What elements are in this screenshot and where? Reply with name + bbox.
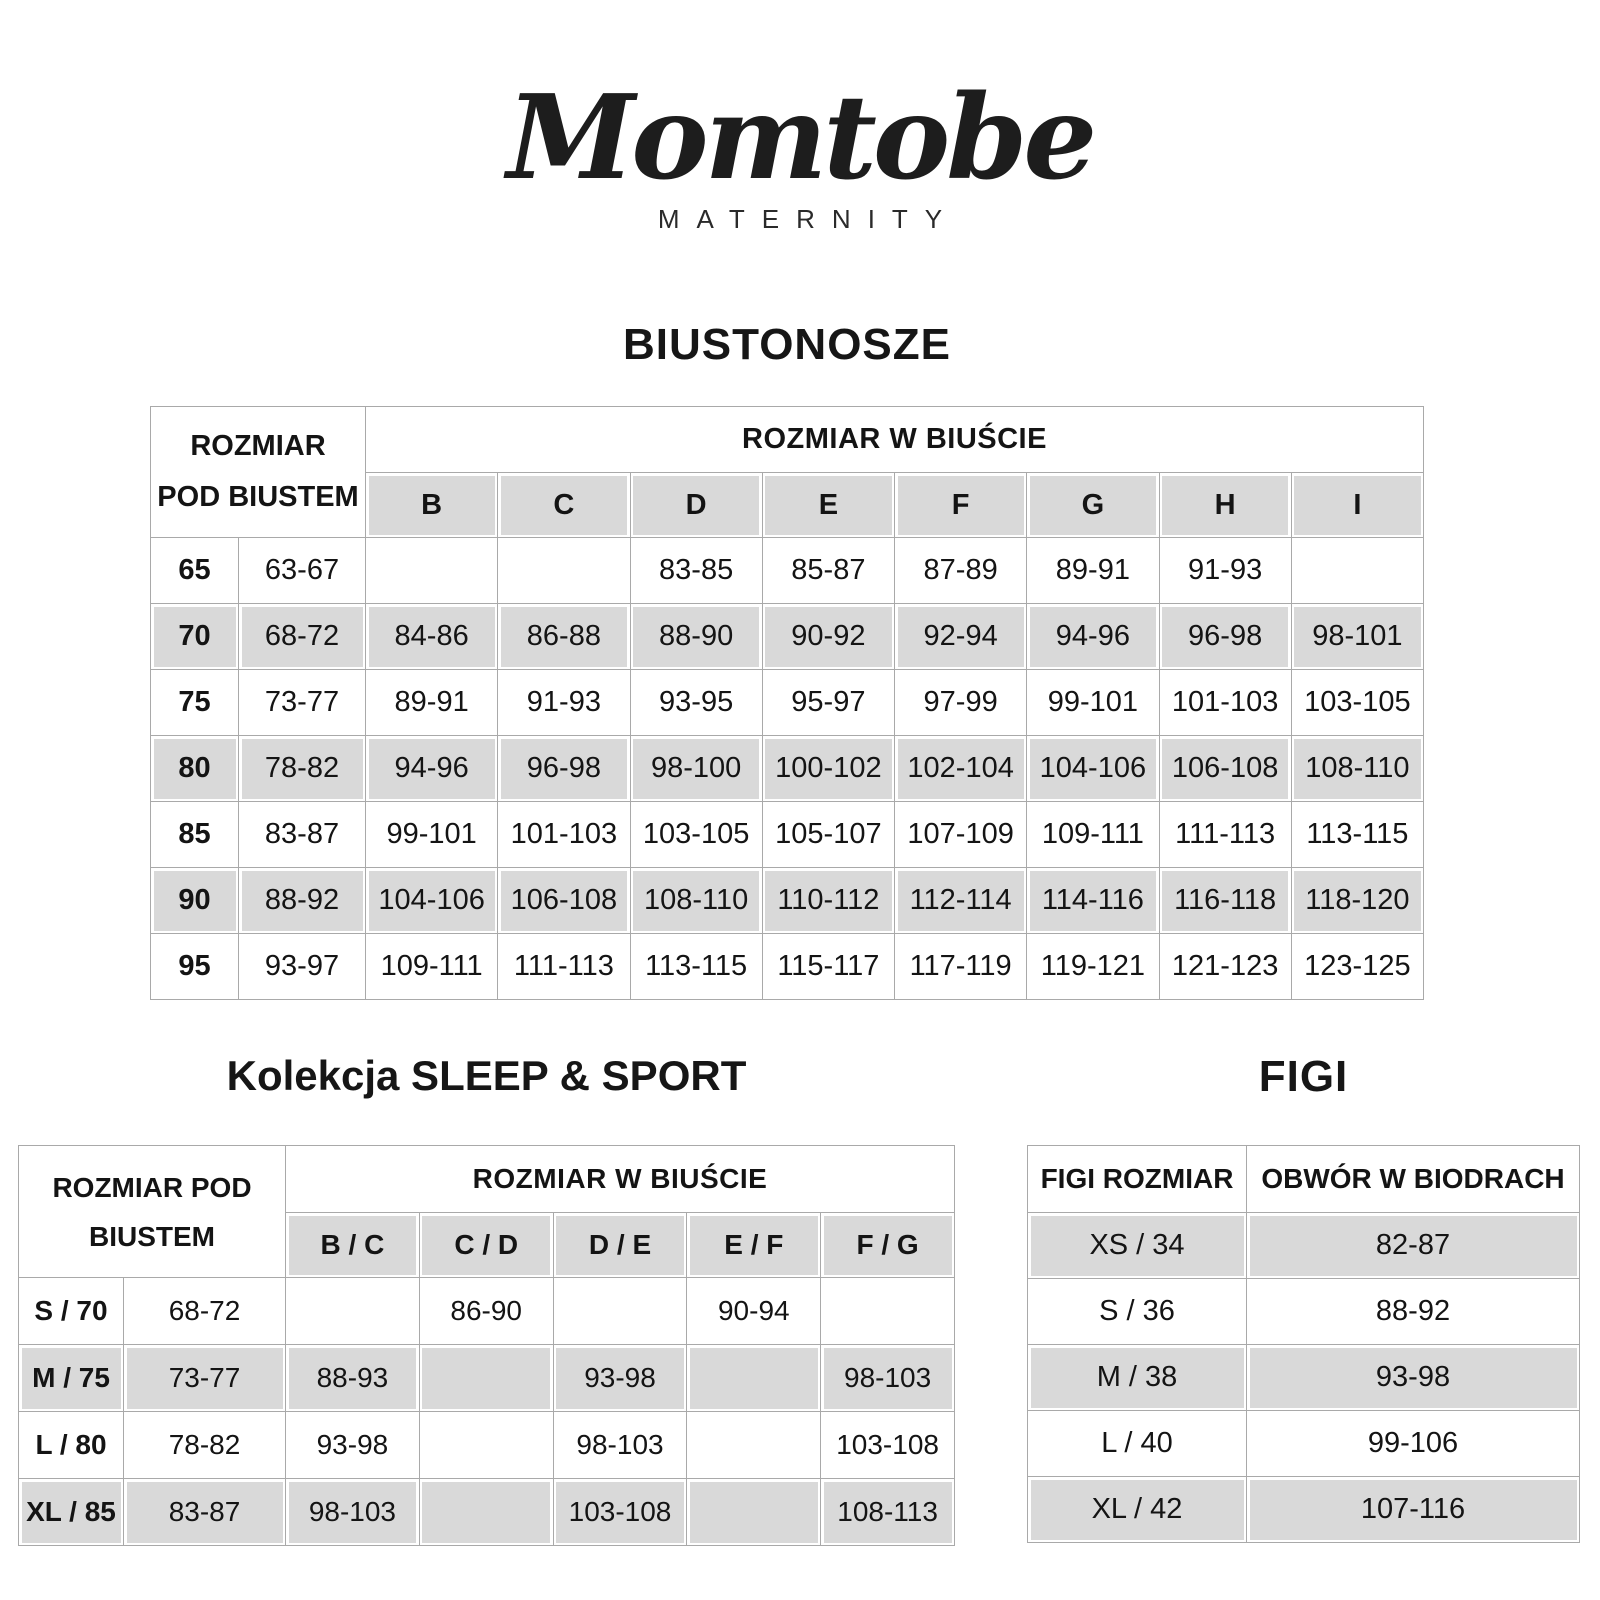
bust-range-cell: 93-98 bbox=[553, 1345, 687, 1412]
bust-range-cell: 93-95 bbox=[630, 670, 762, 736]
hips-range-cell: 88-92 bbox=[1247, 1279, 1580, 1345]
figi-size-cell: S / 36 bbox=[1028, 1279, 1247, 1345]
bust-range-cell: 91-93 bbox=[1159, 538, 1291, 604]
bust-range-cell: 98-100 bbox=[630, 736, 762, 802]
bust-range-cell: 95-97 bbox=[762, 670, 894, 736]
bust-range-cell: 105-107 bbox=[762, 802, 894, 868]
cup-column-header: G bbox=[1027, 473, 1159, 538]
group-header: ROZMIAR W BIUŚCIE bbox=[366, 407, 1424, 473]
sleep-sport-size-table bbox=[18, 1145, 955, 1546]
cup-column-header: I bbox=[1291, 473, 1423, 538]
bust-range-cell bbox=[821, 1278, 955, 1345]
size-cell: M / 75 bbox=[19, 1345, 124, 1412]
cup-column-header: B bbox=[366, 473, 498, 538]
cup-column-header: E / F bbox=[687, 1213, 821, 1278]
underbust-range-cell: 83-87 bbox=[124, 1479, 286, 1546]
bust-range-cell: 98-103 bbox=[286, 1479, 420, 1546]
underbust-range-cell: 73-77 bbox=[239, 670, 366, 736]
underbust-range-cell: 78-82 bbox=[239, 736, 366, 802]
table-row bbox=[19, 1412, 955, 1479]
bust-range-cell bbox=[687, 1412, 821, 1479]
underbust-range-cell: 78-82 bbox=[124, 1412, 286, 1479]
table-row bbox=[19, 1479, 955, 1546]
bust-range-cell: 101-103 bbox=[1159, 670, 1291, 736]
sleep-table-body bbox=[19, 1146, 955, 1546]
size-cell: 85 bbox=[151, 802, 239, 868]
bust-range-cell: 111-113 bbox=[498, 934, 630, 1000]
hips-range-cell: 107-116 bbox=[1247, 1477, 1580, 1543]
bust-range-cell: 99-101 bbox=[1027, 670, 1159, 736]
bust-range-cell: 100-102 bbox=[762, 736, 894, 802]
bust-range-cell: 115-117 bbox=[762, 934, 894, 1000]
bust-range-cell bbox=[553, 1278, 687, 1345]
bust-range-cell: 97-99 bbox=[895, 670, 1027, 736]
bust-range-cell: 117-119 bbox=[895, 934, 1027, 1000]
bust-range-cell: 107-109 bbox=[895, 802, 1027, 868]
bust-range-cell: 116-118 bbox=[1159, 868, 1291, 934]
bust-range-cell: 103-105 bbox=[1291, 670, 1423, 736]
figi-size-column-header: FIGI ROZMIAR bbox=[1028, 1146, 1247, 1213]
bust-range-cell: 86-90 bbox=[419, 1278, 553, 1345]
bras-size-table bbox=[150, 406, 1424, 1000]
bust-range-cell: 92-94 bbox=[895, 604, 1027, 670]
bust-range-cell: 93-98 bbox=[286, 1412, 420, 1479]
bust-range-cell: 108-110 bbox=[1291, 736, 1423, 802]
table-row bbox=[19, 1345, 955, 1412]
corner-header bbox=[151, 407, 366, 538]
bust-range-cell: 89-91 bbox=[366, 670, 498, 736]
size-cell: 75 bbox=[151, 670, 239, 736]
bust-range-cell: 121-123 bbox=[1159, 934, 1291, 1000]
group-header-row bbox=[151, 407, 1424, 473]
cup-column-header: D / E bbox=[553, 1213, 687, 1278]
bust-range-cell bbox=[286, 1278, 420, 1345]
bust-range-cell bbox=[419, 1345, 553, 1412]
bust-range-cell bbox=[687, 1479, 821, 1546]
figi-table-body bbox=[1028, 1146, 1580, 1543]
cup-column-header: C bbox=[498, 473, 630, 538]
figi-size-cell: XL / 42 bbox=[1028, 1477, 1247, 1543]
cup-column-header: H bbox=[1159, 473, 1291, 538]
bust-range-cell: 108-113 bbox=[821, 1479, 955, 1546]
corner-header-line: POD BIUSTEM bbox=[157, 481, 359, 513]
bust-range-cell bbox=[366, 538, 498, 604]
bust-range-cell: 110-112 bbox=[762, 868, 894, 934]
cup-column-header: F bbox=[895, 473, 1027, 538]
bust-range-cell: 86-88 bbox=[498, 604, 630, 670]
size-cell: 95 bbox=[151, 934, 239, 1000]
bust-range-cell: 94-96 bbox=[1027, 604, 1159, 670]
figi-size-cell: L / 40 bbox=[1028, 1411, 1247, 1477]
bust-range-cell: 111-113 bbox=[1159, 802, 1291, 868]
size-cell: 90 bbox=[151, 868, 239, 934]
bras-section-title: BIUSTONOSZE bbox=[622, 320, 951, 369]
size-cell: XL / 85 bbox=[19, 1479, 124, 1546]
size-cell: L / 80 bbox=[19, 1412, 124, 1479]
underbust-range-cell: 68-72 bbox=[124, 1278, 286, 1345]
bust-range-cell: 113-115 bbox=[630, 934, 762, 1000]
table-row bbox=[151, 868, 1424, 934]
cup-column-header: B / C bbox=[286, 1213, 420, 1278]
bust-range-cell: 118-120 bbox=[1291, 868, 1423, 934]
bust-range-cell: 103-105 bbox=[630, 802, 762, 868]
table-row bbox=[1028, 1213, 1580, 1279]
bust-range-cell: 96-98 bbox=[1159, 604, 1291, 670]
underbust-range-cell: 93-97 bbox=[239, 934, 366, 1000]
bust-range-cell: 123-125 bbox=[1291, 934, 1423, 1000]
bust-range-cell: 103-108 bbox=[553, 1479, 687, 1546]
corner-header-line: BIUSTEM bbox=[89, 1220, 215, 1252]
figi-section-title: FIGI bbox=[1258, 1052, 1349, 1101]
bust-range-cell: 103-108 bbox=[821, 1412, 955, 1479]
table-row bbox=[1028, 1279, 1580, 1345]
corner-header bbox=[19, 1146, 286, 1278]
cup-column-header: D bbox=[630, 473, 762, 538]
bust-range-cell: 87-89 bbox=[895, 538, 1027, 604]
underbust-range-cell: 68-72 bbox=[239, 604, 366, 670]
hips-range-cell: 93-98 bbox=[1247, 1345, 1580, 1411]
bust-range-cell: 106-108 bbox=[498, 868, 630, 934]
figi-size-table bbox=[1027, 1145, 1580, 1543]
bust-range-cell: 88-90 bbox=[630, 604, 762, 670]
table-row bbox=[1028, 1411, 1580, 1477]
table-row bbox=[151, 604, 1424, 670]
brand-logo-subtitle: MATERNITY bbox=[657, 203, 960, 234]
underbust-range-cell: 73-77 bbox=[124, 1345, 286, 1412]
bust-range-cell: 83-85 bbox=[630, 538, 762, 604]
bust-range-cell bbox=[1291, 538, 1423, 604]
bust-range-cell: 90-92 bbox=[762, 604, 894, 670]
bust-range-cell: 112-114 bbox=[895, 868, 1027, 934]
figi-header-row bbox=[1028, 1146, 1580, 1213]
bust-range-cell: 91-93 bbox=[498, 670, 630, 736]
table-row bbox=[19, 1278, 955, 1345]
bust-range-cell: 109-111 bbox=[366, 934, 498, 1000]
bust-range-cell: 104-106 bbox=[1027, 736, 1159, 802]
bust-range-cell bbox=[687, 1345, 821, 1412]
bust-range-cell: 89-91 bbox=[1027, 538, 1159, 604]
underbust-range-cell: 83-87 bbox=[239, 802, 366, 868]
figi-size-cell: M / 38 bbox=[1028, 1345, 1247, 1411]
size-cell: 65 bbox=[151, 538, 239, 604]
bust-range-cell: 114-116 bbox=[1027, 868, 1159, 934]
cup-column-header: E bbox=[762, 473, 894, 538]
bras-table-body bbox=[151, 407, 1424, 1000]
table-row bbox=[151, 934, 1424, 1000]
bust-range-cell: 104-106 bbox=[366, 868, 498, 934]
size-cell: 80 bbox=[151, 736, 239, 802]
bust-range-cell: 98-101 bbox=[1291, 604, 1423, 670]
bust-range-cell: 98-103 bbox=[821, 1345, 955, 1412]
table-row bbox=[151, 538, 1424, 604]
bust-range-cell: 99-101 bbox=[366, 802, 498, 868]
brand-logo bbox=[0, 70, 1600, 235]
bust-range-cell: 90-94 bbox=[687, 1278, 821, 1345]
group-header: ROZMIAR W BIUŚCIE bbox=[286, 1146, 955, 1213]
table-row bbox=[151, 802, 1424, 868]
bust-range-cell: 96-98 bbox=[498, 736, 630, 802]
bust-range-cell: 84-86 bbox=[366, 604, 498, 670]
bust-range-cell: 88-93 bbox=[286, 1345, 420, 1412]
bust-range-cell bbox=[419, 1412, 553, 1479]
bust-range-cell: 119-121 bbox=[1027, 934, 1159, 1000]
bust-range-cell bbox=[498, 538, 630, 604]
table-row bbox=[151, 670, 1424, 736]
underbust-range-cell: 88-92 bbox=[239, 868, 366, 934]
bust-range-cell: 101-103 bbox=[498, 802, 630, 868]
sleep-sport-section-title: Kolekcja SLEEP & SPORT bbox=[226, 1052, 747, 1099]
bust-range-cell bbox=[419, 1479, 553, 1546]
size-cell: S / 70 bbox=[19, 1278, 124, 1345]
bust-range-cell: 113-115 bbox=[1291, 802, 1423, 868]
bust-range-cell: 85-87 bbox=[762, 538, 894, 604]
table-row bbox=[1028, 1345, 1580, 1411]
bust-range-cell: 102-104 bbox=[895, 736, 1027, 802]
hips-range-cell: 82-87 bbox=[1247, 1213, 1580, 1279]
bust-range-cell: 109-111 bbox=[1027, 802, 1159, 868]
underbust-range-cell: 63-67 bbox=[239, 538, 366, 604]
table-row bbox=[151, 736, 1424, 802]
bust-range-cell: 106-108 bbox=[1159, 736, 1291, 802]
cup-column-header: C / D bbox=[419, 1213, 553, 1278]
hips-range-cell: 99-106 bbox=[1247, 1411, 1580, 1477]
corner-header-line: ROZMIAR bbox=[190, 430, 326, 463]
brand-logo-script: Momtobe bbox=[506, 70, 1094, 206]
figi-size-cell: XS / 34 bbox=[1028, 1213, 1247, 1279]
size-cell: 70 bbox=[151, 604, 239, 670]
table-row bbox=[1028, 1477, 1580, 1543]
bust-range-cell: 98-103 bbox=[553, 1412, 687, 1479]
bust-range-cell: 94-96 bbox=[366, 736, 498, 802]
hips-column-header: OBWÓR W BIODRACH bbox=[1247, 1146, 1580, 1213]
group-header-row bbox=[19, 1146, 955, 1213]
corner-header-line: ROZMIAR POD bbox=[52, 1171, 252, 1203]
cup-column-header: F / G bbox=[821, 1213, 955, 1278]
bust-range-cell: 108-110 bbox=[630, 868, 762, 934]
